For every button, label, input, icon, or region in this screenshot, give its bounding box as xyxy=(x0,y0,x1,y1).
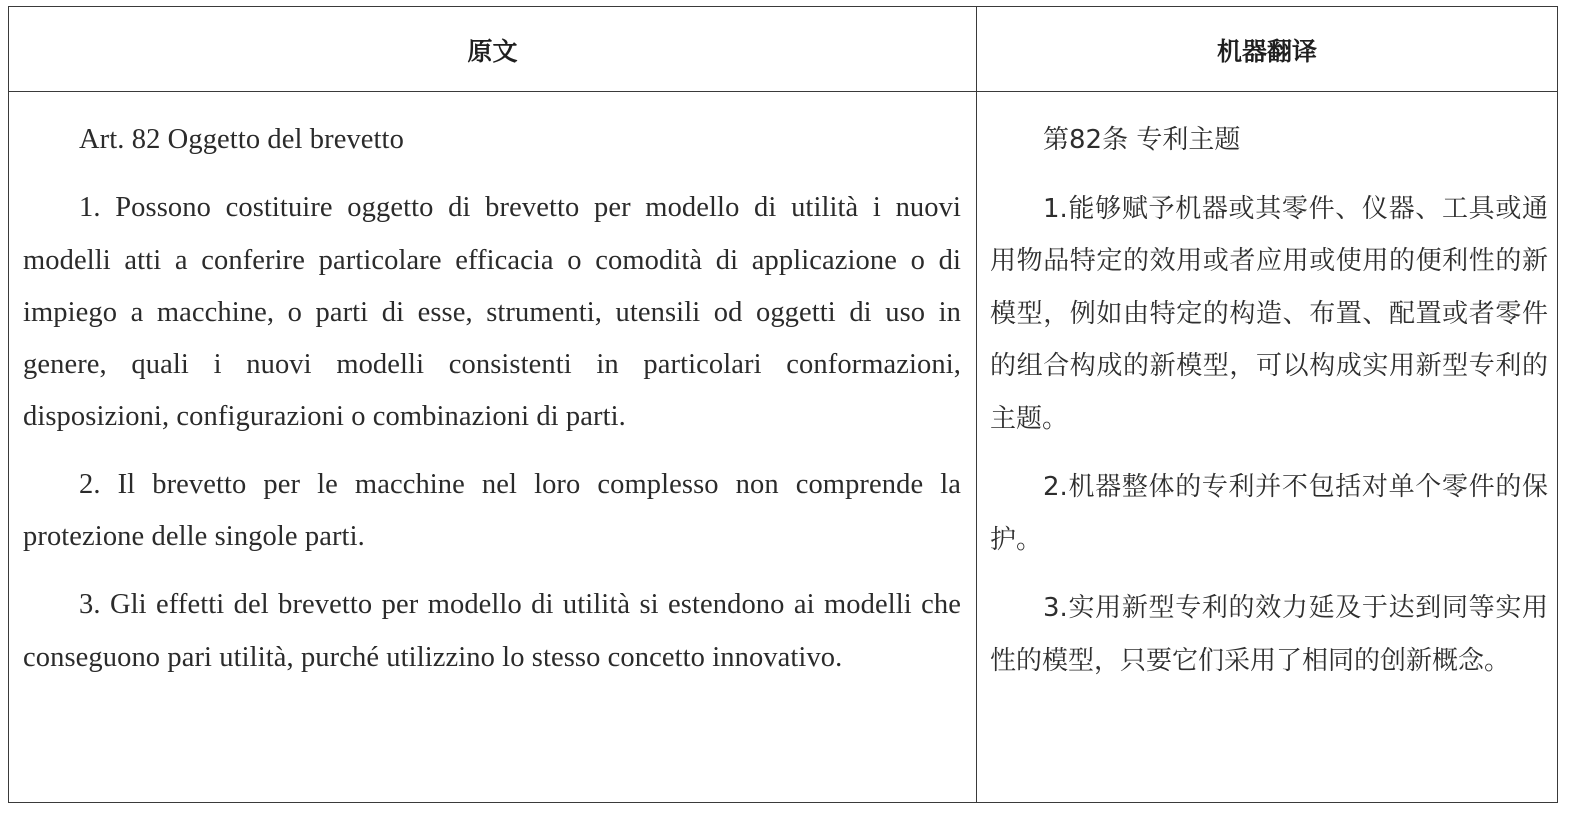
original-text-cell xyxy=(23,92,961,684)
header-machine-translation: 机器翻译 xyxy=(1216,36,1317,66)
translation-article-title: 第82条 专利主题 xyxy=(1043,125,1241,155)
table-header-row xyxy=(9,7,1557,92)
original-article-title: Art. 82 Oggetto del brevetto xyxy=(79,124,404,155)
comparison-table xyxy=(8,6,1558,803)
original-paragraph-1: 1. Possono costituire oggetto di brevetto per modello di utilità i nuovi modelli atti a conferire particolare efficacia o comodità di applicazione o di impiego a macchine, o parti di esse, strumenti, utensili od oggetti di uso in genere, quali i nuovi modelli consistenti in particolari conformazioni, disposizioni, configurazioni o combinazioni di parti. xyxy=(23,192,961,433)
header-original: 原文 xyxy=(467,36,518,66)
original-paragraph-3: 3. Gli effetti del brevetto per modello di utilità si estendono ai modelli che conseguono pari utilità, purché utilizzino lo stesso concetto innovativo. xyxy=(23,589,961,673)
original-paragraph-2: 2. Il brevetto per le macchine nel loro complesso non comprende la protezione delle singole parti. xyxy=(23,468,961,553)
translation-text-cell xyxy=(990,92,1548,687)
translation-paragraph-3: 3.实用新型专利的效力延及于达到同等实用性的模型，只要它们采用了相同的创新概念。 xyxy=(990,593,1548,676)
column-divider xyxy=(976,7,977,802)
translation-paragraph-2: 2.机器整体的专利并不包括对单个零件的保护。 xyxy=(990,472,1548,555)
translation-paragraph-1: 1.能够赋予机器或其零件、仪器、工具或通用物品特定的效用或者应用或使用的便利性的新模型，例如由特定的构造、布置、配置或者零件的组合构成的新模型，可以构成实用新型专利的主题。 xyxy=(990,193,1548,434)
